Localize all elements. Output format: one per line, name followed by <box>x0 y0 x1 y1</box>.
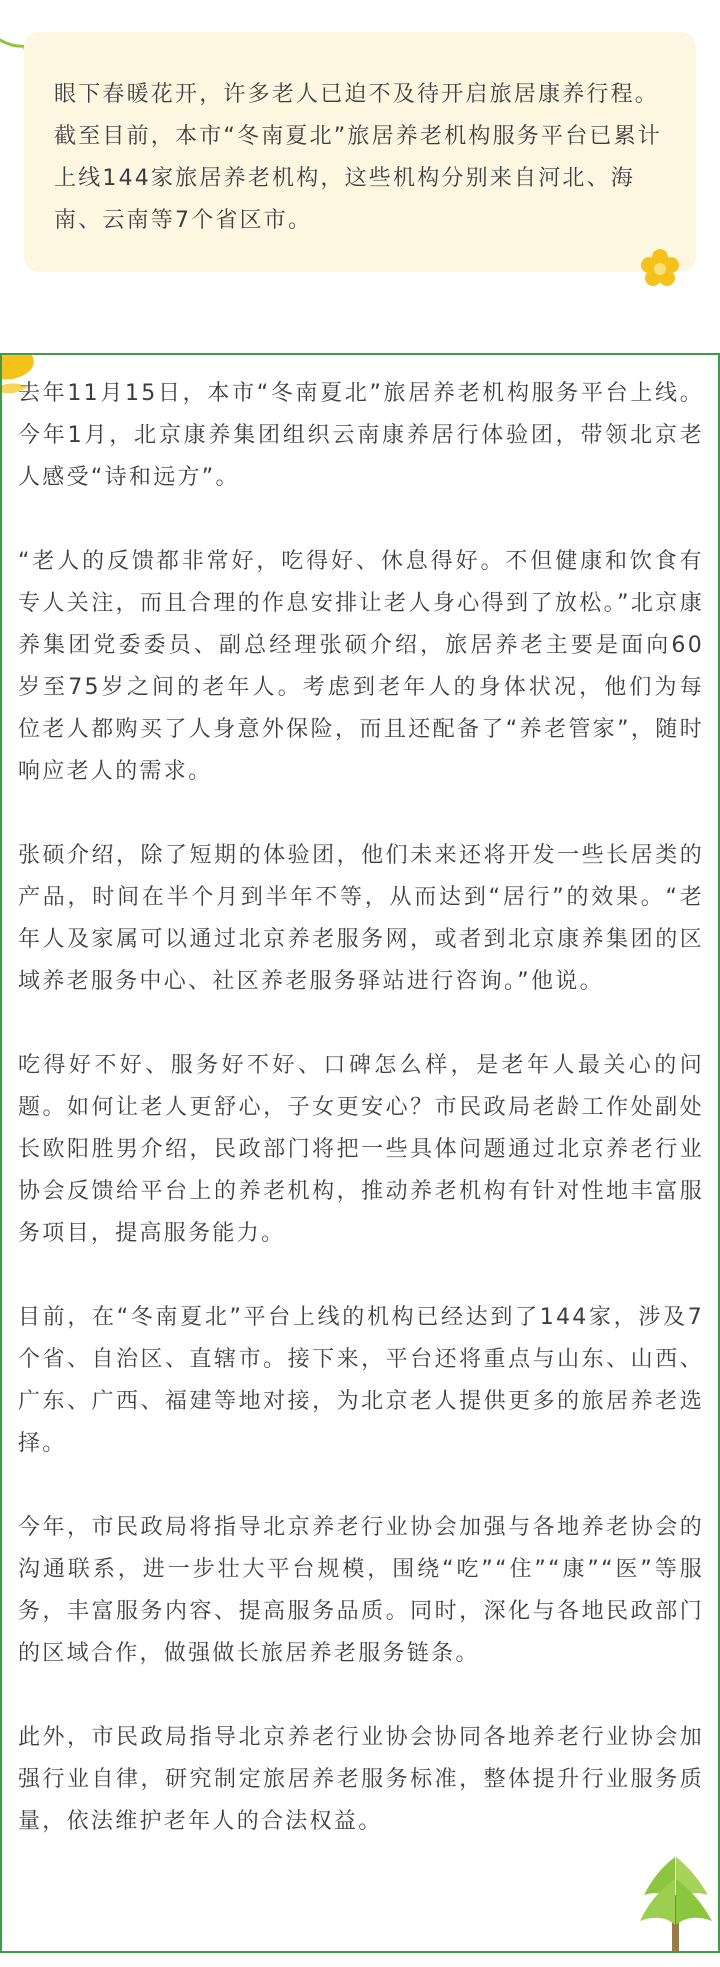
intro-text: 眼下春暖花开，许多老人已迫不及待开启旅居康养行程。截至目前，本市“冬南夏北”旅居养老机构服务平台已累计上线144家旅居养老机构，这些机构分别来自河北、海南、云南等7个省区市。 <box>54 82 662 233</box>
article-paragraph-7: 此外，市民政局指导北京养老行业协会协同各地养老行业协会加强行业自律，研究制定旅居养老服务标准，整体提升行业服务质量，依法维护老年人的合法权益。 <box>18 1725 704 1834</box>
article-paragraph-4: 吃得好不好、服务好不好、口碑怎么样，是老年人最关心的问题。如何让老人更舒心，子女更安心？市民政局老龄工作处副处长欧阳胜男介绍，民政部门将把一些具体问题通过北京养老行业协会反馈给平台上的养老机构，推动养老机构有针对性地丰富服务项目，提高服务能力。 <box>18 1053 704 1246</box>
article-paragraph-5: 目前，在“冬南夏北”平台上线的机构已经达到了144家，涉及7个省、自治区、直辖市。接下来，平台还将重点与山东、山西、广东、广西、福建等地对接，为北京老人提供更多的旅居养老选择。 <box>18 1305 704 1456</box>
article-paragraph-1: 去年11月15日，本市“冬南夏北”旅居养老机构服务平台上线。今年1月，北京康养集团组织云南康养居行体验团，带领北京老人感受“诗和远方”。 <box>18 381 704 490</box>
article-paragraph-6: 今年，市民政局将指导北京养老行业协会加强与各地养老协会的沟通联系，进一步壮大平台规模，围绕“吃”“住”“康”“医”等服务，丰富服务内容、提高服务品质。同时，深化与各地民政部门的区域合作，做强做长旅居养老服务链条。 <box>18 1515 704 1666</box>
tree-icon <box>636 1851 714 1951</box>
article-body <box>18 373 704 1885</box>
article-paragraph-2: “老人的反馈都非常好，吃得好、休息得好。不但健康和饮食有专人关注，而且合理的作息安排让老人身心得到了放松。”北京康养集团党委委员、副总经理张硕介绍，旅居养老主要是面向60岁至75岁之间的老年人。考虑到老年人的身体状况，他们为每位老人都购买了人身意外保险，而且还配备了“养老管家”，随时响应老人的需求。 <box>18 549 704 784</box>
article-paragraph-3: 张硕介绍，除了短期的体验团，他们未来还将开发一些长居类的产品，时间在半个月到半年不等，从而达到“居行”的效果。“老年人及家属可以通过北京养老服务网，或者到北京康养集团的区域养老服务中心、社区养老服务驿站进行咨询。”他说。 <box>18 843 704 994</box>
article-box <box>0 353 720 1953</box>
intro-card <box>24 32 696 272</box>
flower-icon <box>640 248 680 288</box>
